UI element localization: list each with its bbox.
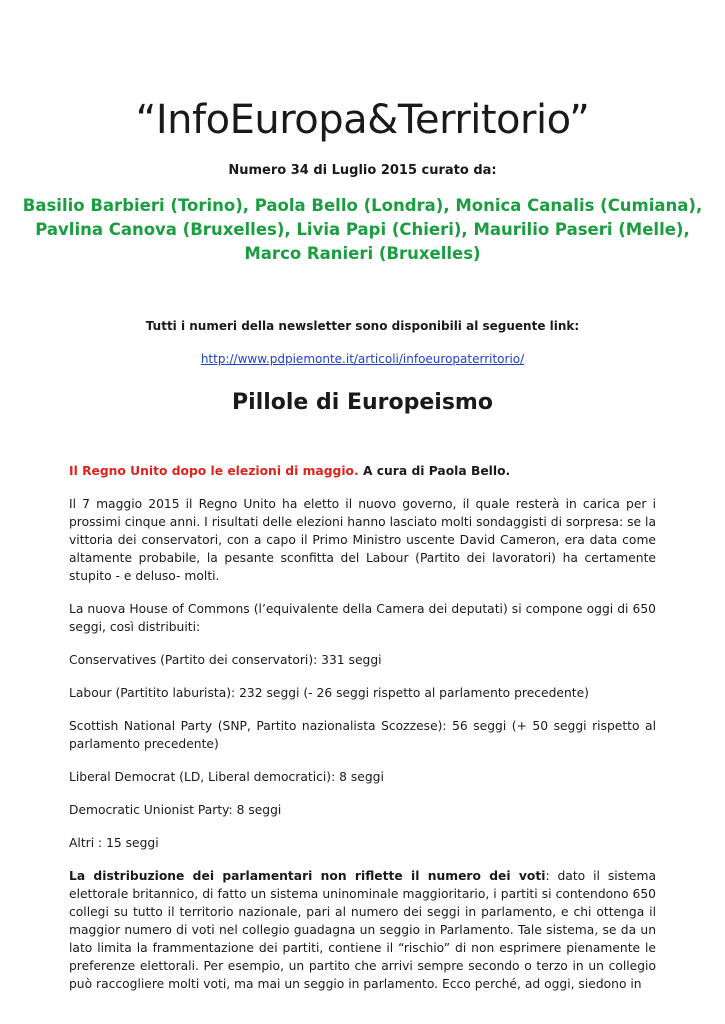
seat-item: Scottish National Party (SNP, Partito nazionalista Scozzese): 56 seggi (+ 50 seggi rispetto al parlamento precedente) [69,719,656,751]
seat-item: Labour (Partitito laburista): 232 seggi (- 26 seggi rispetto al parlamento precedente) [69,686,589,700]
headline-author: A cura di Paola Bello. [358,464,511,478]
link-intro: Tutti i numeri della newsletter sono disponibili al seguente link: [145,319,580,333]
headline-title: Il Regno Unito dopo le elezioni di maggio. [69,464,359,478]
paragraph [69,867,656,993]
issue-line: Numero 34 di Luglio 2015 curato da: [228,163,497,178]
article-body [69,462,656,1008]
authors-line: Basilio Barbieri (Torino), Paola Bello (Londra), Monica Canalis (Cumiana), [22,196,703,215]
article-headline [69,462,656,480]
paragraph: La nuova House of Commons (l’equivalente della Camera dei deputati) si compone oggi di 650 seggi, così distribuiti: [69,602,656,634]
authors-list [0,194,725,266]
seat-item: Altri : 15 seggi [69,836,159,850]
seat-item: Democratic Unionist Party: 8 seggi [69,803,282,817]
section-title: Pillole di Europeismo [232,390,493,415]
paragraph-text: : dato il sistema elettorale britannico, di fatto un sistema uninominale maggioritario, i partiti si contendono 650 collegi su tutto il territorio nazionale, pari al numero dei seggi in parlamento, e chi ottenga il maggior numero di voti nel collegio guadagna un seggio in Parlamento. Tale sistema, se da un lato limita la frammentazione dei partiti, contiene il “rischio” di non esprimere pienamente le preferenze elettorali. Per esempio, un partito che arrivi sempre secondo o terzo in un collegio può raccogliere molti voti, ma mai un seggio in parlamento. Ecco perché, ad oggi, siedono in [69,869,656,991]
newsletter-title: “InfoEuropa&Territorio” [135,97,590,143]
seat-item: Conservatives (Partito dei conservatori): 331 seggi [69,653,382,667]
paragraph: Il 7 maggio 2015 il Regno Unito ha eletto il nuovo governo, il quale resterà in carica per i prossimi cinque anni. I risultati delle elezioni hanno lasciato molti sondaggisti di sorpresa: se la vittoria dei conservatori, con a capo il Primo Ministro uscente David Cameron, era data come altamente probabile, la pesante sconfitta del Labour (Partito dei lavoratori) ha certamente stupito - e deluso- molti. [69,497,656,583]
authors-line: Marco Ranieri (Bruxelles) [244,244,481,263]
seat-item: Liberal Democrat (LD, Liberal democratici): 8 seggi [69,770,384,784]
paragraph-lead: La distribuzione dei parlamentari non riflette il numero dei voti [69,869,546,883]
archive-link[interactable]: http://www.pdpiemonte.it/articoli/infoeuropaterritorio/ [200,352,525,366]
authors-line: Pavlina Canova (Bruxelles), Livia Papi (Chieri), Maurilio Paseri (Melle), [35,220,690,239]
